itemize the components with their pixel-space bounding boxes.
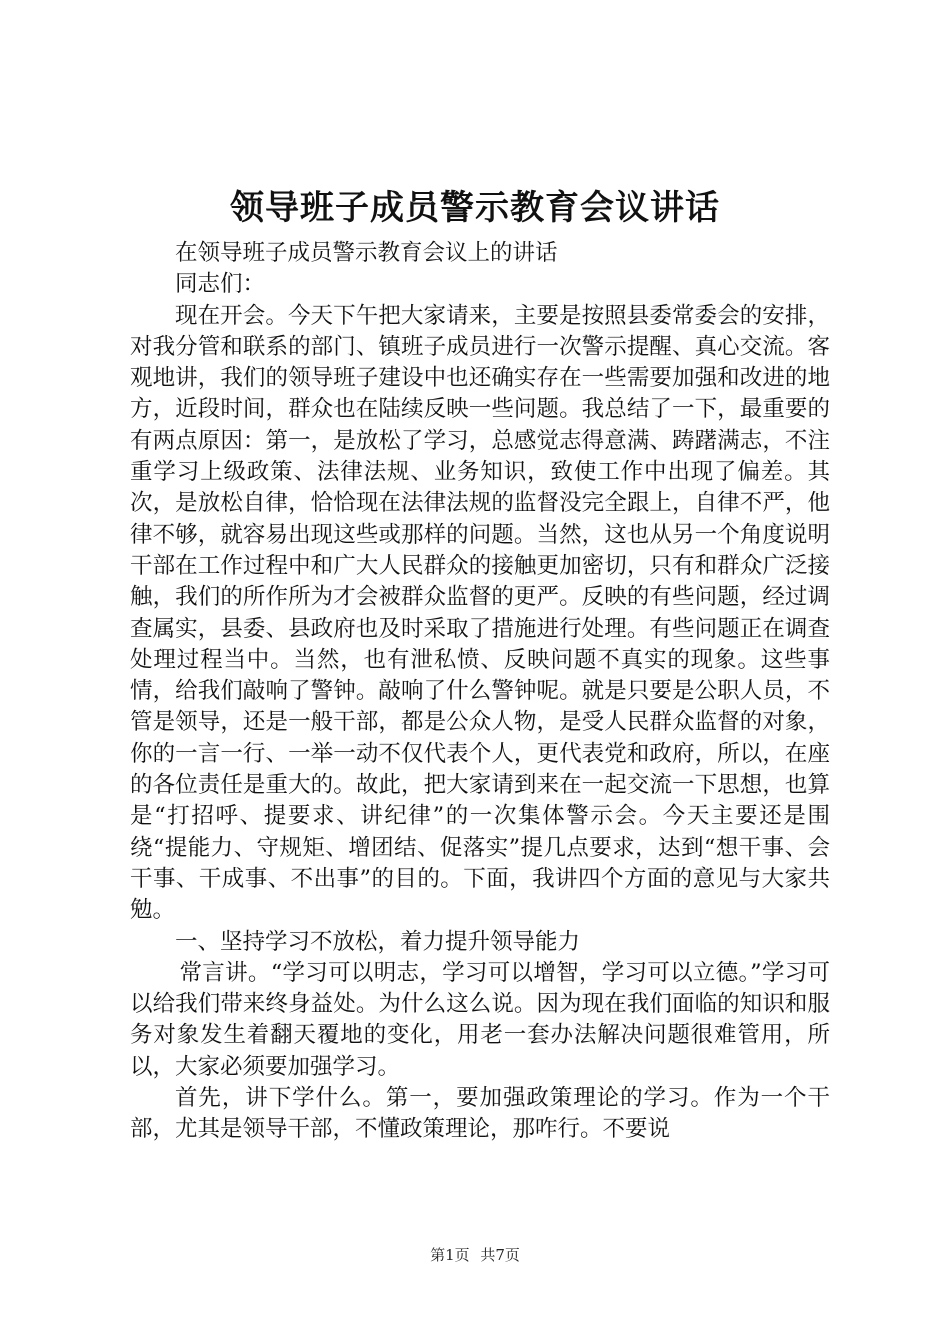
section-heading: 一、坚持学习不放松，着力提升领导能力 [175, 928, 581, 955]
page-number-total: 共7页 [480, 1246, 520, 1264]
body-paragraph: 现在开会。今天下午把大家请来，主要是按照县委常委会的安排，对我分管和联系的部门、镇班子成员进行一次警示提醒、真心交流。客观地讲，我们的领导班子建设中也还确实存在一些需要加强和改进的地方，近段时间，群众也在陆续反映一些问题。我总结了一下，最重要的有两点原因：第一，是放松了学习，总感觉志得意满、踌躇满志，不注重学习上级政策、法律法规、业务知识，致使工作中出现了偏差。其次，是放松自律，恰恰现在法律法规的监督没完全跟上，自律不严，他律不够，就容易出现这些或那样的问题。当然，这也从另一个角度说明干部在工作过程中和广大人民群众的接触更加密切，只有和群众广泛接触，我们的所作所为才会被群众监督的更严。反映的有些问题，经过调查属实，县委、县政府也及时采取了措施进行处理。有些问题正在调查处理过程当中。当然，也有泄私愤、反映问题不真实的现象。这些事情，给我们敲响了警钟。敲响了什么警钟呢。就是只要是公职人员，不管是领导，还是一般干部，都是公众人物，是受人民群众监督的对象，你的一言一行、一举一动不仅代表个人，更代表党和政府，所以，在座的各位责任是重大的。故此，把大家请到来在一起交流一下思想，也算是“打招呼、提要求、讲纪律”的一次集体警示会。今天主要还是围绕“提能力、守规矩、增团结、促落实”提几点要求，达到“想干事、会干事、干成事、不出事”的目的。下面，我讲四个方面的意见与大家共勉。 [130, 302, 830, 924]
document-title: 领导班子成员警示教育会议讲话 [230, 188, 720, 228]
document-body [130, 238, 830, 1146]
page-footer [0, 1244, 950, 1266]
salutation: 同志们： [175, 271, 266, 298]
speech-heading: 在领导班子成员警示教育会议上的讲话 [175, 240, 558, 266]
body-paragraph: 常言讲。“学习可以明志，学习可以增智，学习可以立德。”学习可以给我们带来终身益处。为什么这么说。因为现在我们面临的知识和服务对象发生着翻天覆地的变化，用老一套办法解决问题很难管用，所以，大家必须要加强学习。 [130, 959, 830, 1080]
body-paragraph: 首先，讲下学什么。第一，要加强政策理论的学习。作为一个干部，尤其是领导干部，不懂政策理论，那咋行。不要说 [130, 1085, 830, 1143]
page-number-current: 第1页 [430, 1246, 470, 1264]
